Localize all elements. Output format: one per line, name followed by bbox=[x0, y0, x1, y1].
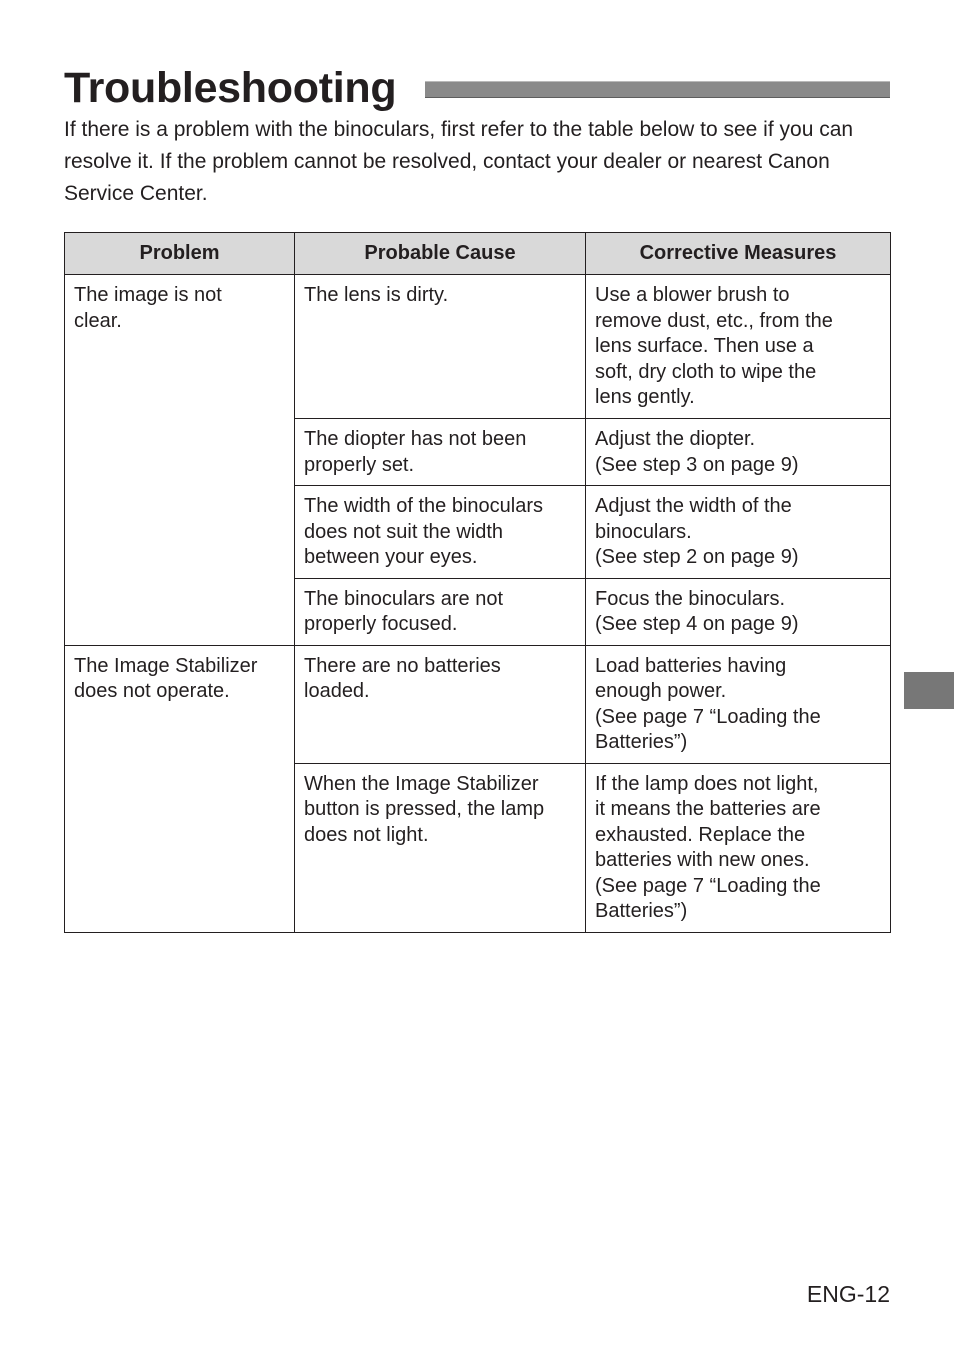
measures-cell: Use a blower brush to remove dust, etc., from the lens surface. Then use a soft, dry cloth to wipe the lens gently. bbox=[586, 275, 891, 419]
cause-cell: When the Image Stabilizer button is pressed, the lamp does not light. bbox=[295, 763, 586, 932]
troubleshooting-table bbox=[64, 232, 891, 933]
header-probable-cause: Probable Cause bbox=[295, 233, 586, 275]
table-row bbox=[65, 645, 891, 763]
page-number: ENG-12 bbox=[806, 1281, 890, 1307]
cause-cell: The width of the binoculars does not suit the width between your eyes. bbox=[295, 486, 586, 579]
cause-cell: There are no batteries loaded. bbox=[295, 645, 586, 763]
cause-cell: The diopter has not been properly set. bbox=[295, 419, 586, 486]
problem-cell: The image is not clear. bbox=[65, 275, 295, 646]
measures-cell: Adjust the width of the binoculars. (See step 2 on page 9) bbox=[586, 486, 891, 579]
intro-paragraph: If there is a problem with the binoculars, first refer to the table below to see if you can resolve it. If the problem cannot be resolved, contact your dealer or nearest Canon Service Center. bbox=[64, 118, 854, 205]
problem-cell: The Image Stabilizer does not operate. bbox=[65, 645, 295, 932]
cause-cell: The binoculars are not properly focused. bbox=[295, 578, 586, 645]
header-problem: Problem bbox=[65, 233, 295, 275]
table-row bbox=[65, 275, 891, 419]
page-title: Troubleshooting bbox=[64, 64, 397, 112]
measures-cell: Focus the binoculars. (See step 4 on page 9) bbox=[586, 578, 891, 645]
section-tab-marker bbox=[904, 672, 954, 709]
measures-cell: Load batteries having enough power. (See page 7 “Loading the Batteries”) bbox=[586, 645, 891, 763]
measures-cell: If the lamp does not light, it means the batteries are exhausted. Replace the batteries with new ones. (See page 7 “Loading the Batteries”) bbox=[586, 763, 891, 932]
title-row bbox=[64, 62, 890, 116]
title-decoration-bar bbox=[425, 81, 890, 98]
cause-cell: The lens is dirty. bbox=[295, 275, 586, 419]
table-header-row bbox=[65, 233, 891, 275]
header-corrective-measures: Corrective Measures bbox=[586, 233, 891, 275]
measures-cell: Adjust the diopter. (See step 3 on page 9) bbox=[586, 419, 891, 486]
